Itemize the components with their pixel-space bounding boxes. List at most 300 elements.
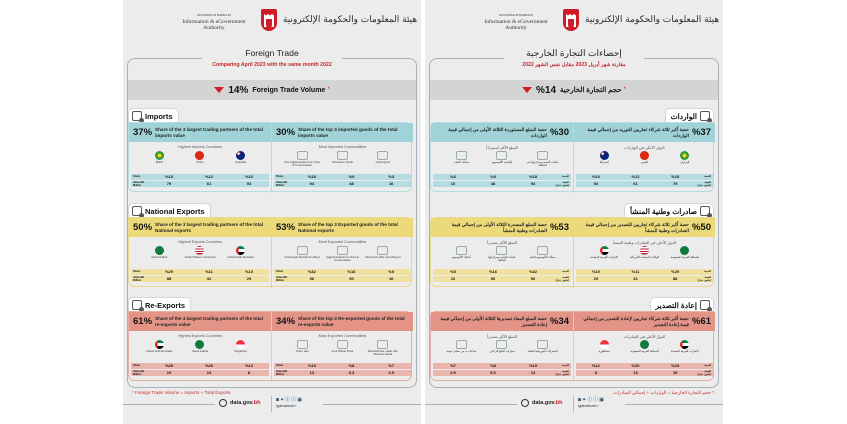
section-tab [650,297,715,312]
commodity-list [441,340,563,353]
cell: 61 [633,181,638,187]
cell: %9 [348,174,355,180]
cell: 48 [349,181,354,187]
list-item [141,246,177,259]
value-row [576,181,713,187]
china-flag-icon [195,151,204,160]
commodity-list [282,246,403,262]
social-links[interactable] [276,397,303,408]
section-tab [128,203,211,218]
share-row [576,363,713,369]
iron-ore-icon [496,246,507,255]
row-label: Value BD Million [276,369,288,376]
list-item [586,151,622,164]
list-item [667,246,703,259]
item-name: خامات الحديد ومركزاتها غير المكتلة [526,160,559,168]
value-row [433,370,571,376]
list-item [324,340,360,356]
cell: %16 [488,269,497,275]
usa-flag-icon [640,246,649,255]
list-item [223,246,259,259]
website-link[interactable] [521,399,562,407]
list-item [525,340,561,353]
cell: 13 [309,370,315,376]
cell: %12 [204,174,213,180]
stat-text: حصة أكبر ثلاثة شركاء تجاريين للتصدير من إجمالي قيمة الصادرات وطنية المنشأ [585,222,689,233]
stat-percent: 61% [133,316,153,327]
stat-bar [129,218,271,237]
cell: %12 [591,363,600,369]
cell: %29 [164,269,173,275]
item-name: أوكسيد الألومنيوم [491,160,513,164]
partners-panel [573,123,715,193]
cell: 5.3 [490,370,496,376]
stat-percent: 53% [276,222,296,233]
cell: %8 [490,363,496,369]
imports-box-icon [132,111,142,121]
item-name: United Arab Emirates [146,349,173,353]
list-item [525,151,561,167]
aluminium-alloy-icon [537,246,548,255]
list-item [365,246,401,262]
stat-percent: 50% [133,222,153,233]
export-tag-icon [132,206,142,216]
stat-bar [431,123,573,142]
brazil-flag-icon [155,151,164,160]
logo-english-text [481,12,551,32]
row-label: النسبة [704,364,711,368]
list-item [284,246,320,262]
section-body [430,311,714,381]
cell: 61 [206,181,212,187]
footnote-marker: * [327,87,330,93]
section-tab [128,108,179,123]
item-name: Saudi Arabia [151,255,168,259]
list-item [324,246,360,262]
row-label: القيمة (مليون دينار) [555,369,569,376]
item-name: الإمارات العربية المتحدة [671,349,699,353]
category-label: Highest Exports Countries [177,334,223,338]
down-arrow-icon [214,87,224,93]
stat-text: Share of the 3 largest trading partners of the total National exports [155,222,263,233]
item-name: Four Wheel Drive [331,349,354,353]
row-label: Value BD Million [276,180,288,187]
value-row [274,276,411,282]
cell: 16 [450,276,456,282]
cell: %10 [591,174,600,180]
row-label: النسبة [562,364,569,368]
partners-panel [129,312,271,382]
category-label: Most Exported Commodities [318,240,367,244]
cell: %8 [348,363,355,369]
trade-volume-label: حجم التجارة الخارجية [560,87,622,94]
footer-separator [271,396,272,412]
item-name: Aluminium Wire, Not Alloyed [365,255,401,259]
cell: %20 [631,363,640,369]
brazil-flag-icon [680,151,689,160]
item-name: Agglomerated Iron Ores & Concentrates [326,255,359,263]
commodity-list [282,151,403,167]
stat-text: Share of the top 3 Exported goods of the total National exports [298,222,398,233]
list-item [626,151,662,164]
cell: %32 [307,269,316,275]
country-list [584,246,705,259]
cell: 54 [246,181,252,187]
cell: 8 [247,370,251,376]
poster-arabic [425,0,723,424]
cell: %29 [164,363,173,369]
share-row [131,269,269,275]
cell: 50 [349,276,354,282]
share-row [433,174,571,180]
uae-flag-icon [680,340,689,349]
list-item [484,151,520,167]
category-label: Highest Imports Countries [178,145,222,149]
section-tab [624,203,714,218]
stat-percent: 37% [133,127,153,138]
gold-ingots-icon [456,151,467,160]
stat-percent: %34 [549,316,569,327]
share-row [576,269,713,275]
iron-ore-icon [297,151,308,160]
uae-flag-icon [236,246,245,255]
logo-line1: Information & eGovernment [484,18,548,25]
share-row [131,174,269,180]
saudi-flag-icon [155,246,164,255]
stat-bar [272,312,413,331]
country-list [139,151,261,164]
cell: 29 [246,276,252,282]
re-export-cycle-icon [132,300,142,310]
cell: 16 [450,181,456,187]
item-name: Wristwatches made with Precious Metal [367,349,398,357]
iga-logo [123,9,421,37]
stat-percent: 34% [276,316,296,327]
website-link[interactable] [219,399,260,407]
social-handle: igabahrain [276,403,295,408]
value-row [274,370,411,376]
item-name: China [196,160,204,164]
list-item [223,340,259,353]
item-name: Brazil [155,160,163,164]
item-name: الولايات المتحدة الأمريكية [629,255,660,259]
list-item [182,340,218,353]
car-icon [496,340,507,349]
list-item [525,246,561,262]
category-label: الدول الأعلى في الصادرات [623,335,666,339]
list-item [365,151,401,167]
logo-arabic-text: هيئة المعلومات والحكومة الإلكترونية [283,15,418,25]
share-row [274,174,411,180]
china-flag-icon [640,151,649,160]
list-item [443,340,479,353]
section-tab [128,297,191,312]
cell: %7 [388,363,395,369]
category-label: الدول الأعلى في الصادرات وطنية المنشأ [612,241,677,245]
stat-bar [574,312,715,331]
item-name: المملكة العربية السعودية [630,349,659,353]
cell: 5.3 [348,370,355,376]
section-tab [665,108,714,123]
category-label: Highest Exports Countries [177,240,223,244]
cell: %10 [591,269,600,275]
cell: 48 [490,181,496,187]
cell: 79 [672,181,678,187]
list-item [443,151,479,167]
cell: %3 [450,174,456,180]
country-list [584,151,705,164]
section-body [128,217,412,287]
commodity-list [441,151,563,167]
cell: 13 [530,370,536,376]
cell: 16 [388,181,394,187]
row-label: القيمة (مليون دينار) [697,369,711,376]
item-name: البرازيل [680,160,690,164]
item-name: United Arab Emirates [227,255,254,259]
stat-text: Share of the 3 largest trading partners of the total re-exports value [155,316,263,327]
export-tag-icon [700,206,710,216]
turbo-jet-icon [537,340,548,349]
stat-bar [574,123,715,142]
item-name: سنغافورة [598,349,610,353]
cell: 88 [672,276,678,282]
item-name: Saudi Arabia [192,349,208,353]
section-title: Imports [145,111,173,121]
stat-percent: %61 [691,316,711,327]
gold-ingots-icon [377,151,388,160]
social-links[interactable] [578,397,605,408]
row-label: النسبة [562,270,569,274]
stat-bar [431,312,573,331]
trade-volume-banner [128,80,416,100]
list-item [223,151,259,164]
wristwatch-icon [377,340,388,349]
logo-arabic-text: هيئة المعلومات والحكومة الإلكترونية [585,15,720,25]
list-item [667,340,703,353]
cell: %29 [671,269,680,275]
row-label: القيمة (مليون دينار) [555,180,569,187]
car-icon [337,340,348,349]
iron-ore-icon [337,246,348,255]
cell: 13 [633,370,638,376]
partners-panel [573,218,715,288]
aluminium-oxide-icon [496,151,507,160]
item-name: Non Agglomerated Iron Ores & Concentrates [284,160,320,168]
logo-line2: Authority [505,25,527,31]
globe-icon [521,399,529,407]
section-body [128,122,412,192]
singapore-flag-icon [600,340,609,349]
item-name: الإمارات العربية المتحدة [590,255,618,259]
country-list [139,340,261,353]
row-label: Share [133,364,141,368]
uae-flag-icon [155,340,164,349]
logo-english-text [179,12,249,32]
country-list [584,340,705,353]
stat-percent: %53 [549,222,569,233]
value-row [131,181,269,187]
poster-english [123,0,421,424]
footnote: * Foreign Trade Volume = Imports + Total Exports [132,390,231,395]
cell: %16 [347,269,356,275]
plus-icon: + [294,403,298,408]
share-row [274,269,411,275]
stat-percent: %30 [549,127,569,138]
cell: 19 [166,370,172,376]
list-item [626,340,662,353]
stat-bar [431,218,573,237]
list-item [182,246,218,259]
category-label: Most Exported Commodities [318,334,367,338]
share-row [433,363,571,369]
section-body [128,311,412,381]
item-name: United States of America [184,255,216,259]
cell: 94 [309,181,315,187]
cell: %12 [244,363,253,369]
row-label: Value BD Million [133,180,145,187]
value-row [131,276,269,282]
item-name: Singapore [234,349,248,353]
cell: %10 [244,174,253,180]
footer [425,396,723,416]
logo-kingdom: KINGDOM OF BAHRAIN [197,13,231,17]
item-name: المحركات التوربينية النفاثة [527,349,558,353]
aluminium-wire-icon [456,246,467,255]
section-body [430,122,714,192]
share-row [576,174,713,180]
cell: %19 [307,363,316,369]
row-label: Share [276,175,284,179]
stat-bar [272,123,413,142]
item-name: Unwrought Aluminium Alloys [284,255,320,259]
footnote-marker: * [623,87,626,93]
cell: 4.9 [450,370,456,376]
logo-line2: Authority [203,25,225,31]
social-icons: ◙✦ⓕⓘ▣ [578,397,605,403]
row-label: Share [133,175,141,179]
value-row [576,276,713,282]
item-name: سبائك الذهب [453,160,469,164]
item-name: الصين [640,160,648,164]
list-item [324,151,360,167]
cell: %20 [204,363,213,369]
stat-bar [129,312,271,331]
list-item [284,340,320,356]
cell: %11 [205,269,213,275]
cell: 16 [388,276,394,282]
commodity-list [441,246,563,262]
cell: 29 [593,276,599,282]
list-item [284,151,320,167]
item-name: سيارات الدفع الرباعي [489,349,515,353]
list-item [586,246,622,259]
item-name: المملكة العربية السعودية [670,255,700,259]
social-handle: igabahrain [578,403,597,408]
list-item [443,246,479,262]
cell: 50 [490,276,496,282]
cell: 4.9 [388,370,394,376]
cell: 96 [309,276,315,282]
stat-text: Share of the top 3 imported goods of the total imports value [298,127,398,138]
saudi-flag-icon [195,340,204,349]
page-title: إحصاءات التجارة الخارجية [526,48,622,58]
cell: %29 [671,363,680,369]
row-label: Value BD Million [276,275,288,282]
cell: %18 [528,174,537,180]
category-label: السلع الأكثر استيراداً [486,146,518,150]
social-icons: ◙✦ⓕⓘ▣ [276,397,303,403]
stat-percent: %50 [691,222,711,233]
row-label: القيمة (مليون دينار) [555,275,569,282]
cell: %19 [528,363,537,369]
re-export-cycle-icon [700,300,710,310]
list-item [484,246,520,262]
item-name: خامات الحديد ومركزاتها المكتلة [488,255,516,263]
item-name: Gold Ingots [375,160,390,164]
share-row [274,363,411,369]
cell: 13 [206,370,212,376]
list-item [626,246,662,259]
cell: %3 [388,174,395,180]
section-body [430,217,714,287]
cell: %7 [450,363,456,369]
section-title: إعادة التصدير [655,300,697,310]
section-title: الواردات [670,111,697,121]
saudi-flag-icon [640,340,649,349]
plus-icon: + [596,403,600,408]
stat-text: حصة السلع المعاد تصديرها الثلاثة الأولى من إجمالي قيمة إعادة التصدير [440,316,547,327]
cell: 19 [672,370,678,376]
stat-text: حصة السلع المصدرة الثلاثة الأولى من إجمالي قيمة الصادرات وطنية المنشأ [451,222,547,233]
row-label: Share [276,364,284,368]
stat-text: حصة السلع المستوردة الثلاثة الأولى من إجمالي قيمة الواردات [448,127,547,138]
stat-text: حصة أكبر ثلاثة شركاء تجاريين لإعادة التصدير من إجمالي قيمة إعادة التصدير [583,316,689,327]
row-label: القيمة (مليون دينار) [697,180,711,187]
trade-volume-banner [430,80,718,100]
website-domain: data.gov. [532,400,556,406]
stat-bar [574,218,715,237]
cell: %32 [528,269,537,275]
cell: 96 [530,276,536,282]
commodities-panel [271,218,413,288]
aluminium-alloy-icon [297,246,308,255]
footer-divider [323,404,421,405]
cell: 32 [633,276,638,282]
footnote: * حجم التجارة الخارجية = الواردات + إجمالي الصادرات [613,390,714,395]
list-item [141,151,177,164]
aluminium-wire-icon [377,246,388,255]
stat-text: Share of the top 3 Re-exported goods of the total re-exports value [298,316,405,327]
cell: 88 [166,276,172,282]
value-row [131,370,269,376]
cell: %5 [388,269,395,275]
item-name: Turbo Jets [295,349,309,353]
globe-icon [219,399,227,407]
trade-volume-percent: 14% [228,84,249,96]
bahrain-crest-icon [261,9,277,31]
value-row [274,181,411,187]
cell: 79 [166,181,172,187]
cell: %15 [671,174,680,180]
list-item [365,340,401,356]
share-row [433,269,571,275]
cell: %10 [244,269,253,275]
section-title: صادرات وطنية المنشأ [629,206,697,216]
footer-divider [425,404,517,405]
category-label: الدول الأعلى في الواردات [624,146,665,150]
value-row [433,181,571,187]
website-tld: bh [555,400,563,406]
